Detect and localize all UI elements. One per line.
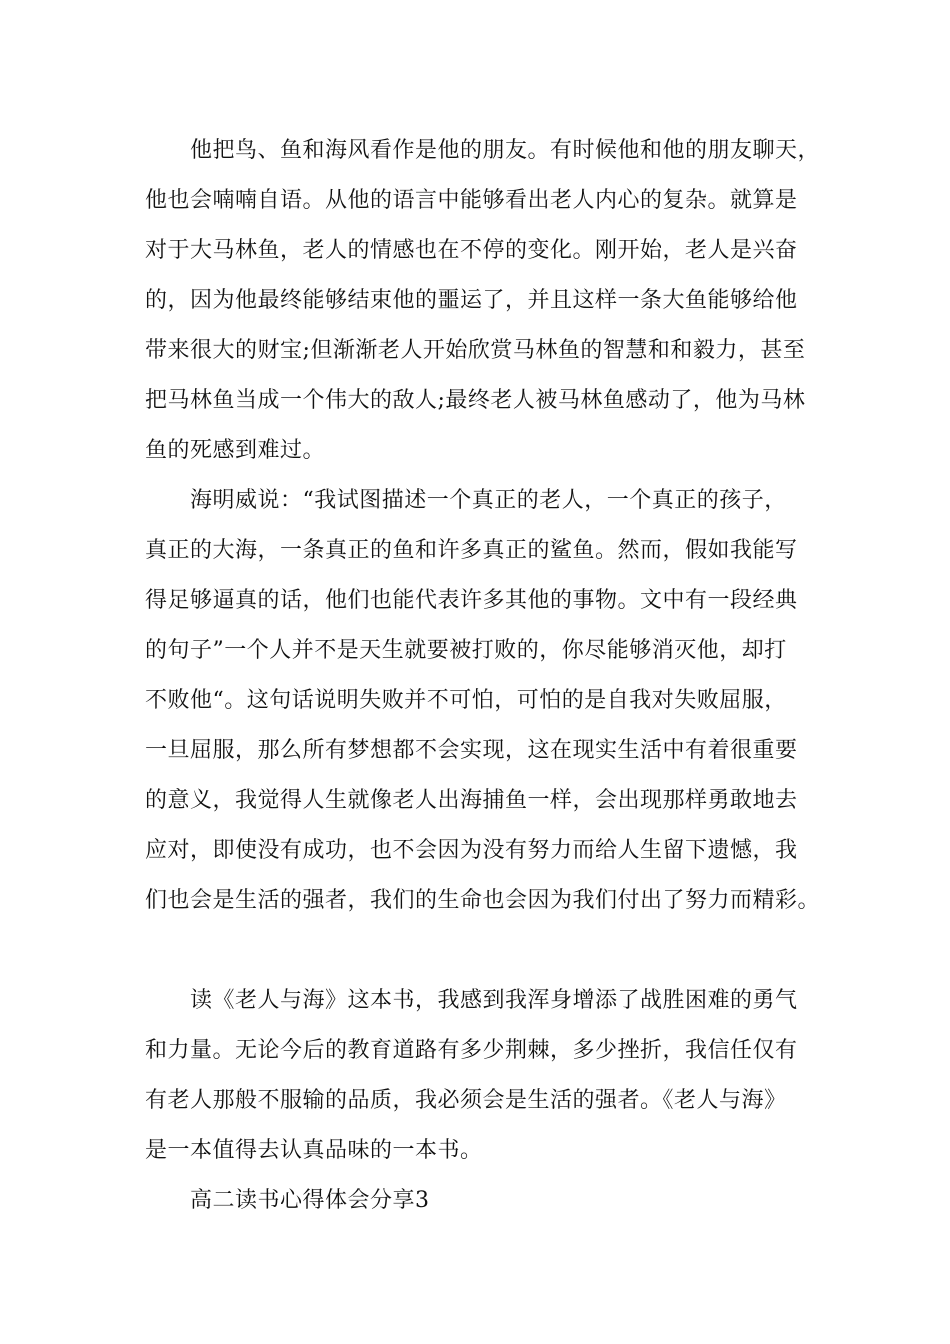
paragraph-1-line-7: 鱼的死感到难过。 — [145, 438, 326, 463]
paragraph-1-line-1: 他把鸟、鱼和海风看作是他的朋友。有时候他和他的朋友聊天， — [190, 138, 821, 163]
paragraph-2-line-7: 的意义，我觉得人生就像老人出海捕鱼一样，会出现那样勇敢地去 — [145, 788, 798, 813]
paragraph-2-line-9: 们也会是生活的强者，我们的生命也会因为我们付出了努力而精彩。 — [145, 888, 821, 913]
paragraph-3-line-4: 是一本值得去认真品味的一本书。 — [145, 1138, 483, 1163]
paragraph-2-line-6: 一旦屈服，那么所有梦想都不会实现，这在现实生活中有着很重要 — [145, 738, 798, 763]
paragraph-1-line-6: 把马林鱼当成一个伟大的敌人;最终老人被马林鱼感动了，他为马林 — [145, 388, 806, 413]
paragraph-2-line-4: 的句子”一个人并不是天生就要被打败的，你尽能够消灭他，却打 — [145, 638, 787, 663]
paragraph-1-line-4: 的，因为他最终能够结束他的噩运了，并且这样一条大鱼能够给他 — [145, 288, 798, 313]
paragraph-1-line-5: 带来很大的财宝;但渐渐老人开始欣赏马林鱼的智慧和和毅力，甚至 — [145, 338, 806, 363]
paragraph-1-line-3: 对于大马林鱼，老人的情感也在不停的变化。刚开始，老人是兴奋 — [145, 238, 798, 263]
paragraph-2-line-8: 应对，即使没有成功，也不会因为没有努力而给人生留下遗憾，我 — [145, 838, 798, 863]
paragraph-3-line-3: 有老人那般不服输的品质，我必须会是生活的强者。《老人与海》 — [145, 1088, 787, 1113]
paragraph-3-line-2: 和力量。无论今后的教育道路有多少荆棘，多少挫折，我信任仅有 — [145, 1038, 798, 1063]
paragraph-2-line-2: 真正的大海，一条真正的鱼和许多真正的鲨鱼。然而，假如我能写 — [145, 538, 798, 563]
paragraph-2-line-3: 得足够逼真的话，他们也能代表许多其他的事物。文中有一段经典 — [145, 588, 798, 613]
paragraph-2-line-5: 不败他“。这句话说明失败并不可怕，可怕的是自我对失败屈服， — [145, 688, 787, 713]
section-heading: 高二读书心得体会分享3 — [190, 1188, 430, 1213]
paragraph-1-line-2: 他也会喃喃自语。从他的语言中能够看出老人内心的复杂。就算是 — [145, 188, 798, 213]
paragraph-2-line-1: 海明威说：“我试图描述一个真正的老人，一个真正的孩子， — [190, 488, 787, 513]
paragraph-3-line-1: 读《老人与海》这本书，我感到我浑身增添了战胜困难的勇气 — [190, 988, 798, 1013]
